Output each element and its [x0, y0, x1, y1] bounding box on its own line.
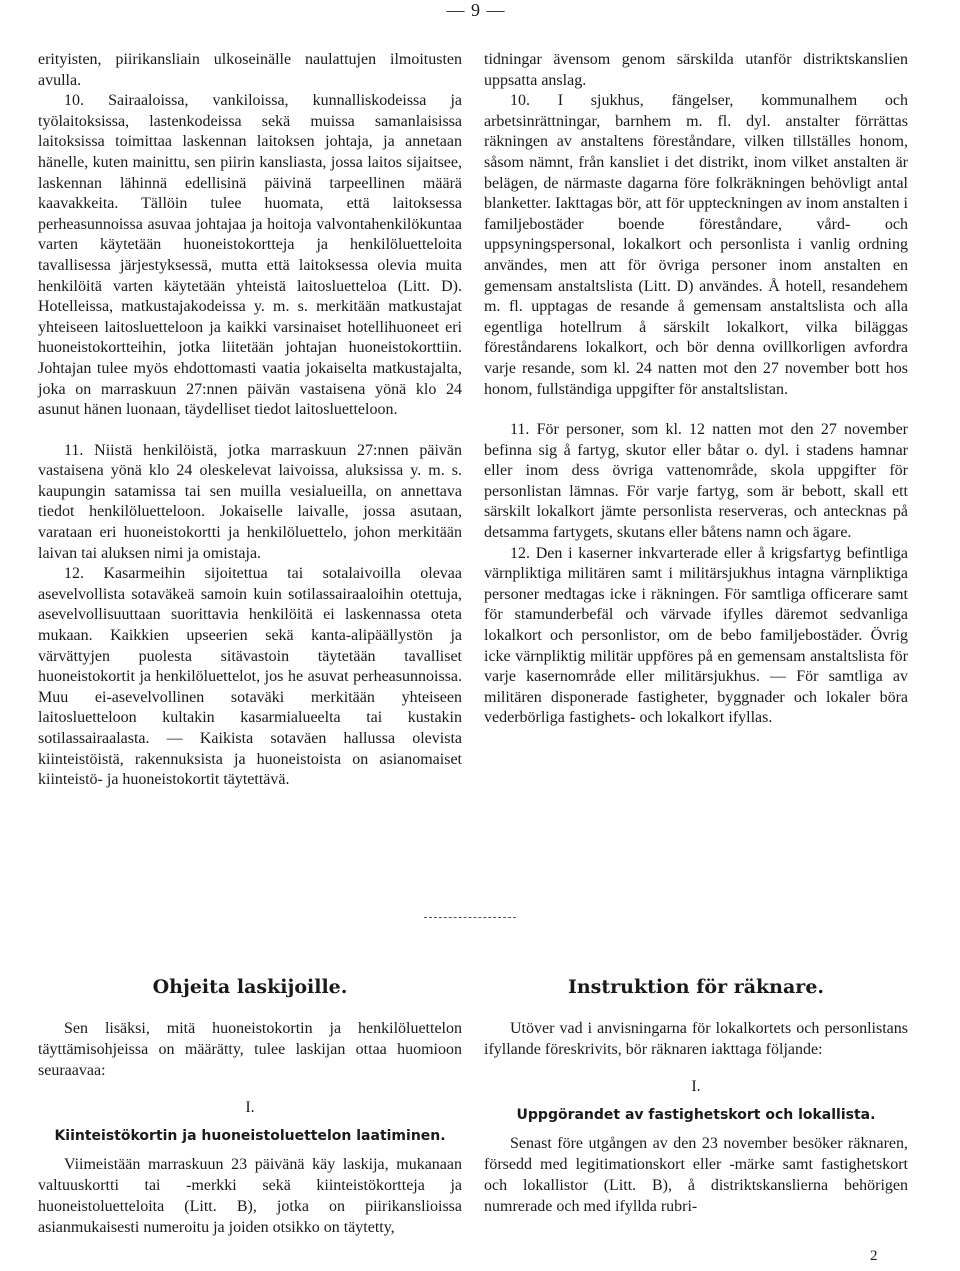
section-body: Senast före utgången av den 23 november besöker räknaren, försedd med legitimationskort eller -märke samt fastighetskort och lokallistor (Litt. B), å distriktskanslierna behörigen numrerade och med ifyllda rubri-	[484, 1135, 908, 1215]
roman-numeral: I.	[245, 1099, 255, 1116]
signature-mark: 2	[870, 1248, 878, 1264]
finnish-instructions-section	[38, 974, 462, 1238]
paragraph: 11. För personer, som kl. 12 natten mot den 27 november befinna sig å fartyg, skutor eller båtar o. dyl. i stadens hamnar eller inom dess övriga vattenområde, skola uppgifter för personlistan lämnas. För varje fartyg, som är bebott, skall ett särskilt lokalkort jämte personlista reserveras, och antecknas på detsamma fartygets, skutans eller båtens namn och ägare.	[484, 421, 908, 542]
section-subtitle: Uppgörandet av fastighetskort och lokallista.	[516, 1107, 876, 1123]
roman-numeral: I.	[691, 1078, 701, 1095]
section-title: Ohjeita laskijoille.	[152, 976, 348, 998]
paragraph: 10. I sjukhus, fängelser, kommunalhem och arbetsinrättningar, barnhem m. fl. dyl. anstalter förrättas räkningen av anstaltens föreståndare, vilken tillställes honom, såsom nämnt, från kansliet i det distrikt, inom vilket anstalten är belägen, de närmaste dagarna före folkräkningen behövligt antal blanketter. Iakttagas bör, att för uppteckningen av inom anstalten i familjebostäder boende föreståndare, vård- och uppsyningspersonal, lokalkort och personlista i vanlig ordning användes, men att för övriga personer inom anstalten en gemensam anstaltslista (Litt. D) användes. Å hotell, resandehem m. fl. upptagas de resande å gemensam anstaltslista och alla egentliga hotellrum å särskilt lokalkort, vilka biläggas föreståndarens lokalkort, och bör denna ovillkorligen avfordra varje resande, som kl. 24 natten mot den 27 november bott hos honom, fullständiga uppgifter för anstaltslistan.	[484, 92, 908, 398]
section-intro: Utöver vad i anvisningarna för lokalkortets och personlistans ifyllande föreskrivits, bör räknaren iakttaga följande:	[484, 1020, 908, 1058]
paragraph: 10. Sairaaloissa, vankiloissa, kunnalliskodeissa ja työlaitoksissa, lastenkodeissa sekä muissa samanlaisissa laitoksissa toimittaa laskennan laitoksen johtaja, ja annetaan hänelle, kuten mainittu, sen piirin kansliasta, jossa laitos sijaitsee, laskennan lähinnä edellisinä päivinä tarpeellinen määrä kaavakkeita. Tällöin tulee huomata, että laitoksessa perheasunnoissa asuvaa johtajaa ja hoitoja valvontahenkilökuntaa varten käytetään huoneistokortteja ja henkilöluetteloita tavallisessa järjestyksessä, mutta että laitoksessa olevia muita henkilöitä varten käytetään yhteistä laitosluetteloa (Litt. D). Hotelleissa, matkustajakodeissa y. m. s. merkitään matkustajat yhteiseen laitosluetteloon ja kaikki varsinaiset hotellihuoneet eri huoneistokortteihin, jotka liitetään johtajan huoneistokorttiin. Johtajan tulee myös ehdottomasti vaatia jokaiselta matkustajalta, joka on marraskuun 27:nnen päivän vastaisena yönä klo 24 asunut hänen luonaan, täydelliset tiedot laitosluetteloon.	[38, 92, 462, 419]
paragraph: 12. Kasarmeihin sijoitettua tai sotalaivoilla olevaa asevelvollista sotaväkeä samoin kuin sotilassairaaloihin otettuja, asevelvollisuuttaan suorittavia henkilöitä ei laskennassa oteta mukaan. Kaikkien upseerien sekä kanta-alipäällystön ja värvättyjen puolesta sitävastoin täytetään tavalliset huoneistokortit ja henkilöluettelot, jos he asuvat perheasunnoissa. Muu ei-asevelvollinen sotaväki merkitään yhteiseen laitosluetteloon kultakin kasarmialueelta tai kustakin sotilassairaalasta. — Kaikista sotaväen hallussa olevista kiinteistöistä, rakennuksista ja huoneistoista on asianomaiset kiinteistö- ja huoneistokortit täytettävä.	[38, 565, 462, 789]
page-number: — 9 —	[446, 0, 506, 20]
swedish-column	[484, 50, 908, 729]
swedish-instructions-section	[484, 974, 908, 1217]
paragraph: erityisten, piirikansliain ulkoseinälle naulattujen ilmoitusten avulla.	[38, 51, 462, 89]
paragraph: tidningar ävensom genom särskilda utanför distriktskanslien uppsatta anslag.	[484, 51, 908, 89]
section-intro: Sen lisäksi, mitä huoneistokortin ja henkilöluettelon täyttämisohjeissa on määrätty, tulee laskijan ottaa huomioon seuraavaa:	[38, 1020, 462, 1079]
section-divider	[424, 917, 516, 918]
section-title: Instruktion för räknare.	[567, 976, 825, 998]
section-subtitle: Kiinteistökortin ja huoneistoluettelon laatiminen.	[54, 1128, 446, 1144]
finnish-column	[38, 50, 462, 791]
section-body: Viimeistään marraskuun 23 päivänä käy laskija, mukanaan valtuuskortti tai -merkki sekä kiinteistökortteja ja huoneistoluetteloita (Litt. B), jotka on piirikanslioissa asianmukaisesti numeroitu ja joiden otsikko on täytetty,	[38, 1156, 462, 1236]
paragraph: 11. Niistä henkilöistä, jotka marraskuun 27:nnen päivän vastaisena yönä klo 24 oleskelevat laivoissa, aluksissa y. m. s. kaupungin satamissa tai sen muilla vesialueilla, on annettava tiedot henkilöluetteloon. Jokaiselle laivalle, jossa asutaan, varataan eri huoneistokortti ja henkilöluettelo, johon merkitään laivan tai aluksen nimi ja omistaja.	[38, 441, 462, 562]
paragraph: 12. Den i kaserner inkvarterade eller å krigsfartyg befintliga värnpliktiga militären samt i militärsjukhus intagna värnpliktiga personer medtagas icke i räkningen. För samtliga officerare samt för stamunderbefäl och värvade ifylles däremot sedvanliga lokalkort och personlistor, om de bebo familjebostäder. Övrig icke värnpliktig militär uppföres på en gemensam anstaltslista för varje kasernområde eller militärsjukhus. — För samtliga av militären disponerade fastigheter, byggnader och lokaler böra vederbörliga fastighets- och lokalkort ifyllas.	[484, 544, 908, 727]
